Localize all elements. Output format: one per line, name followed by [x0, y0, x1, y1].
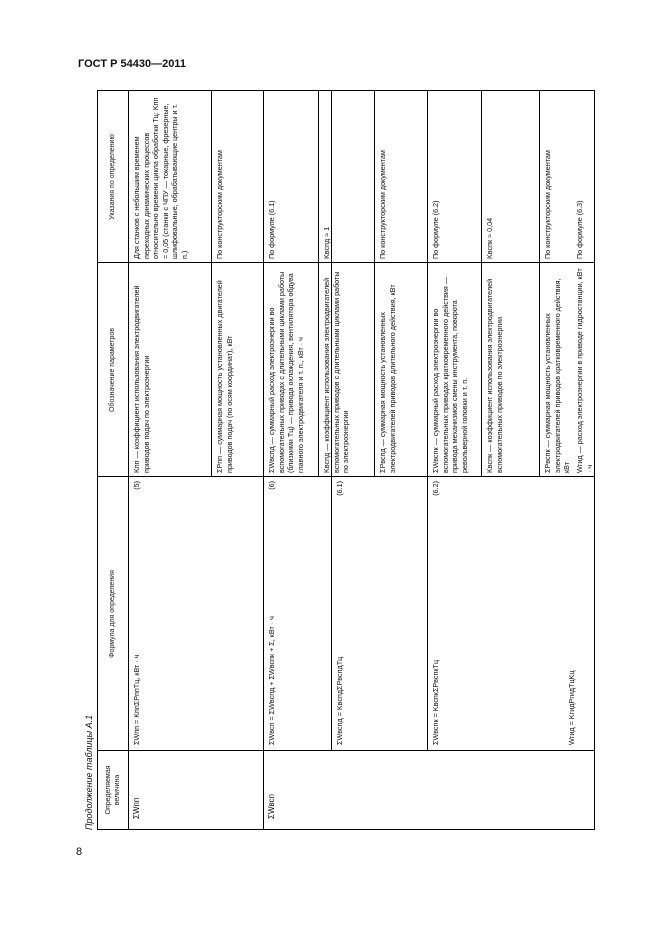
instr-p-vspd: По конструкторским документам [378, 150, 387, 259]
instr-w-gid: По формуле (6.3) [575, 200, 584, 259]
page-number: 8 [76, 846, 83, 858]
desc-k-vspk: Kвспк — коэффициент использования электродвигателей вспомогательных приводов по электроэнергии [485, 278, 504, 473]
table-caption: Продолжение таблицы А.1 [84, 714, 94, 830]
desc-w-gid: Wгид — расход электроэнергии в приводе гидростанции, кВт · ч [575, 268, 594, 473]
instr-p-vspk: По конструкторским документам [543, 150, 552, 259]
formula-6-2: ΣWвспк = KвспкΣPвспкTц [431, 659, 440, 745]
equation-number-6-2: (6.2) [431, 481, 440, 496]
instr-w-vspd: По формуле (6.1) [267, 200, 276, 259]
quantity-w-vsp: ΣWвсп [267, 794, 276, 819]
desc-p-vspd: ΣPвспд — суммарная мощность установленных электродвигателей приводов длительного действия, кВт [378, 284, 397, 473]
desc-w-vspk: ΣWвспк — суммарный расход электроэнергии во вспомогательных приводах кратковременного действия — привода механизмов смены инструмента, поворота револьверной головки и т. п. [431, 276, 469, 473]
desc-p-vspk: ΣPвспк — суммарная мощность установленных электродвигателей приводов кратковременного действия, кВт [543, 278, 571, 473]
header-formula: Формула для определения [109, 570, 117, 658]
instr-w-vspk: По формуле (6.2) [431, 200, 440, 259]
formula-6: ΣWвсп = ΣWвспд + ΣWвспк + Σ, кВт · ч [267, 616, 276, 745]
desc-w-vspd: ΣWвспд — суммарный расход электроэнергии во вспомогательных приводах с длительными циклами работы (близкими Tц) — привода охлаждения, вентилятора обдува главного электродвигателя и т. п., кВт · ч [267, 271, 305, 473]
instr-k-vspk: Kвспк ≈ 0,04 [485, 217, 494, 259]
formula-5: ΣWпп = KппΣPппTц, кВт · ч [132, 654, 141, 745]
desc-k-vspd: Kвспд — коэффициент использования электродвигателей вспомогательных приводов с длительными циклами работы по электроэнергии [322, 271, 350, 473]
desc-k-pp: Kпп — коэффициент использования электродвигателей приводов подач по электроэнергии [132, 285, 151, 473]
equation-number-6: (6) [267, 481, 276, 490]
instr-p-pp: По конструкторским документам [215, 150, 224, 259]
data-table [97, 90, 595, 830]
header-designation: Обозначение параметров [109, 328, 117, 412]
instr-k-pp: Для станков с небольшим временем переходных динамических процессов относительно времени цикла обработки Tц: Kпп = 0,05 (станки с ЧПУ — токарные, фрезерные, шлифовальные, обрабатывающие центры и т. п.) [132, 97, 189, 259]
equation-number-6-1: (6.1) [335, 481, 344, 496]
header-instructions: Указания по определению [109, 134, 117, 220]
quantity-w-pp: ΣWпп [132, 797, 141, 819]
formula-6-1: ΣWвспд = KвспдΣPвспдTц [335, 656, 344, 745]
desc-p-pp: ΣPпп — суммарная мощность установленных двигателей приводов подач (по осям координат), кВт [215, 280, 234, 473]
instr-k-vspd: Kвспд ≈ 1 [322, 226, 331, 259]
rotated-table-area [84, 90, 596, 830]
equation-number-5: (5) [132, 481, 141, 490]
formula-6-3: Wгид = KгидPгидTцKц [567, 670, 576, 745]
document-header: ГОСТ Р 54430—2011 [78, 58, 186, 70]
header-quantity: Определяемая величина [104, 765, 121, 815]
